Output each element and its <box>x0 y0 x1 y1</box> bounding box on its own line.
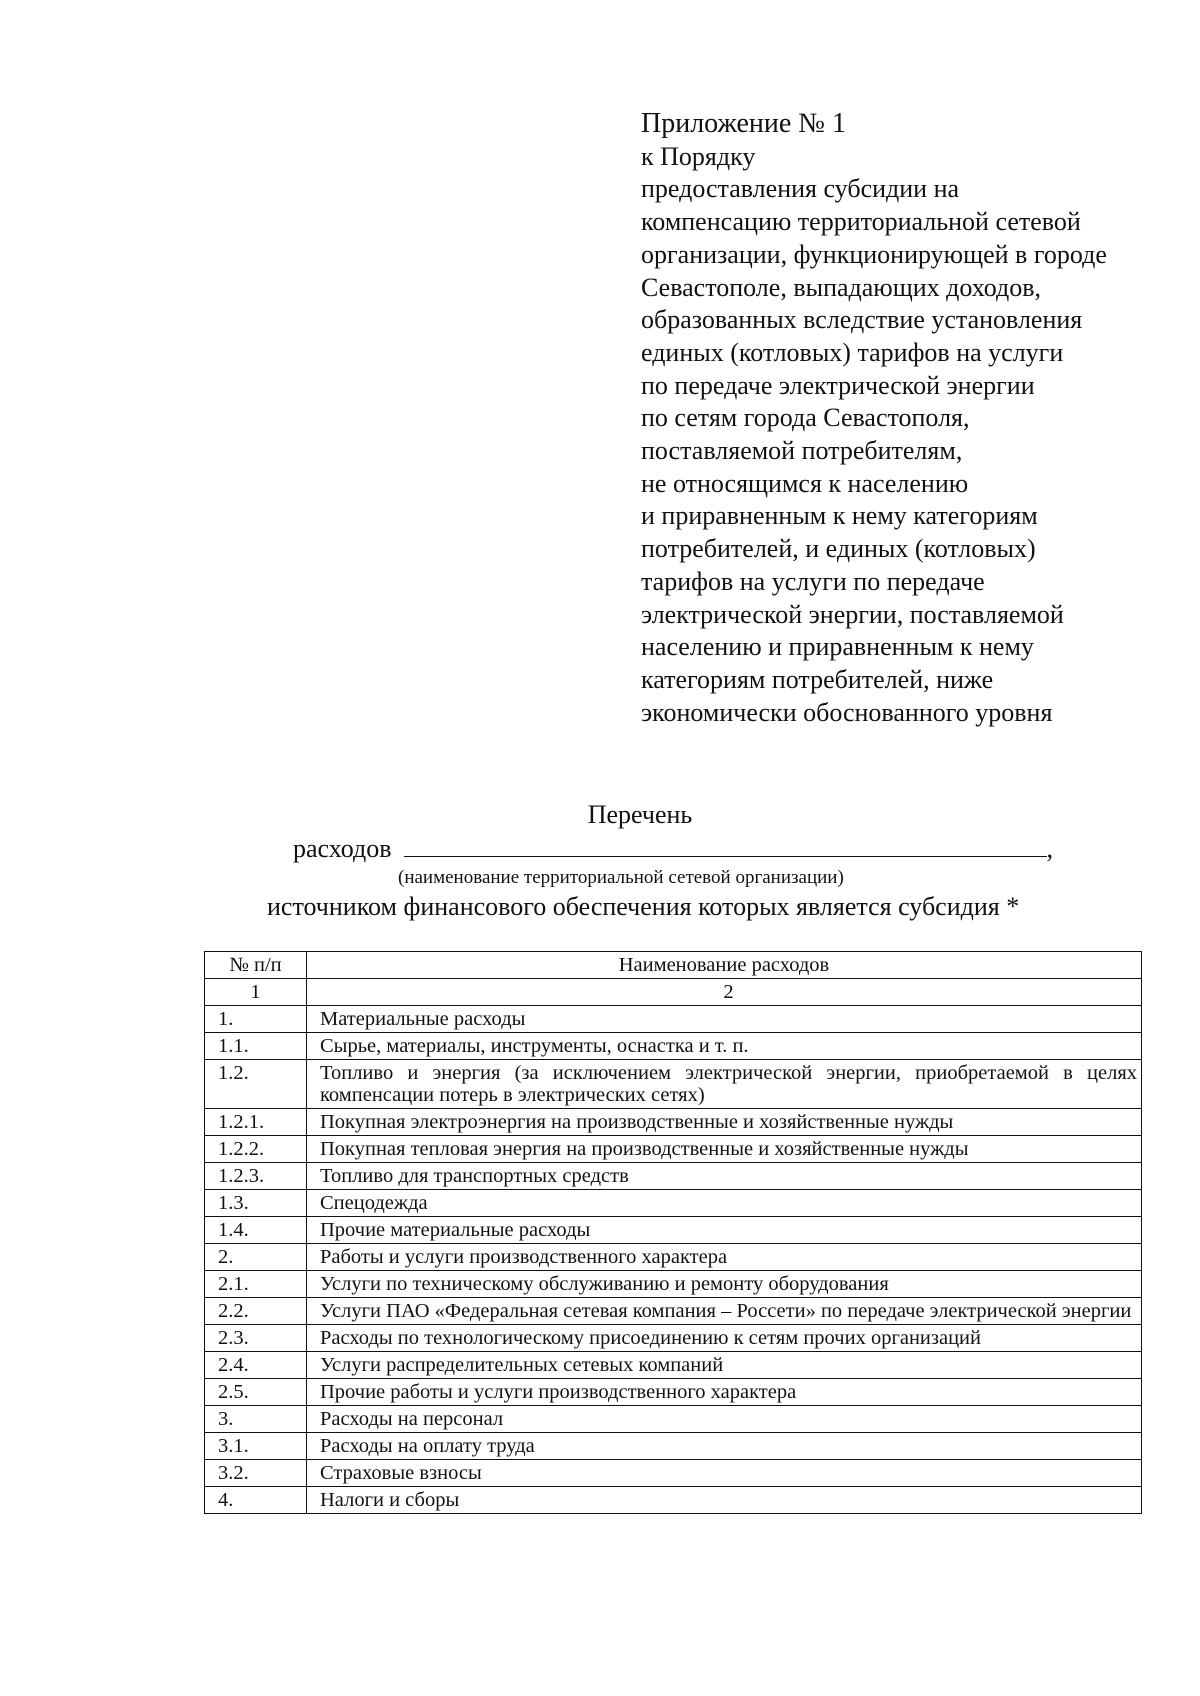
appendix-line: Приложение № 1 <box>641 108 846 139</box>
row-number: 1.3. <box>205 1190 307 1217</box>
appendix-line: тарифов на услуги по передаче <box>641 566 985 596</box>
row-name: Работы и услуги производственного характера <box>307 1244 1142 1271</box>
row-name: Спецодежда <box>307 1190 1142 1217</box>
row-name: Услуги распределительных сетевых компаний <box>307 1352 1142 1379</box>
column-index-1: 1 <box>205 979 307 1006</box>
row-name: Топливо для транспортных средств <box>307 1163 1142 1190</box>
row-number: 1.2.2. <box>205 1136 307 1163</box>
appendix-line: предоставления субсидии на <box>641 174 960 204</box>
table-row <box>205 1033 1142 1060</box>
row-name: Расходы на оплату труда <box>307 1433 1142 1460</box>
row-number: 1.1. <box>205 1033 307 1060</box>
header-name: Наименование расходов <box>307 952 1142 979</box>
row-number: 1.2. <box>205 1060 307 1109</box>
appendix-block <box>641 108 1181 729</box>
row-name: Покупная тепловая энергия на производственные и хозяйственные нужды <box>307 1136 1142 1163</box>
table-body <box>205 1006 1142 1514</box>
expenses-table <box>204 951 1142 1514</box>
appendix-line: Севастополе, выпадающих доходов, <box>641 272 1041 302</box>
row-name: Топливо и энергия (за исключением электрической энергии, приобретаемой в целях компенсации потерь в электрических сетях) <box>307 1060 1142 1109</box>
organization-caption: (наименование территориальной сетевой организации) <box>398 867 844 888</box>
row-name: Прочие материальные расходы <box>307 1217 1142 1244</box>
row-name: Страховые взносы <box>307 1460 1142 1487</box>
appendix-line: единых (котловых) тарифов на услуги <box>641 337 1064 367</box>
table-row <box>205 1060 1142 1109</box>
appendix-line: и приравненным к нему категориям <box>641 501 1038 531</box>
row-number: 2.5. <box>205 1379 307 1406</box>
row-number: 3.1. <box>205 1433 307 1460</box>
row-number: 2.4. <box>205 1352 307 1379</box>
table-row <box>205 1109 1142 1136</box>
row-name: Расходы на персонал <box>307 1406 1142 1433</box>
table-row <box>205 1163 1142 1190</box>
row-number: 2.2. <box>205 1298 307 1325</box>
appendix-line: населению и приравненным к нему <box>641 632 1034 662</box>
row-name: Покупная электроэнергия на производственные и хозяйственные нужды <box>307 1109 1142 1136</box>
appendix-line: по сетям города Севастополя, <box>641 403 970 433</box>
table-row <box>205 1460 1142 1487</box>
row-number: 1.4. <box>205 1217 307 1244</box>
appendix-line: потребителей, и единых (котловых) <box>641 534 1036 564</box>
table-row <box>205 1352 1142 1379</box>
table-row <box>205 1271 1142 1298</box>
row-name: Налоги и сборы <box>307 1487 1142 1514</box>
table-row <box>205 1406 1142 1433</box>
row-number: 2. <box>205 1244 307 1271</box>
table-row <box>205 1136 1142 1163</box>
table-row <box>205 1433 1142 1460</box>
column-index-2: 2 <box>307 979 1142 1006</box>
expenses-word: расходов <box>293 834 392 863</box>
appendix-line: категориям потребителей, ниже <box>641 664 994 694</box>
row-number: 1. <box>205 1006 307 1033</box>
appendix-line: к Порядку <box>641 141 756 171</box>
table-row <box>205 1217 1142 1244</box>
row-number: 2.1. <box>205 1271 307 1298</box>
row-name: Услуги по техническому обслуживанию и ремонту оборудования <box>307 1271 1142 1298</box>
appendix-line: экономически обоснованного уровня <box>641 697 1053 727</box>
row-name: Прочие работы и услуги производственного характера <box>307 1379 1142 1406</box>
table-row <box>205 1325 1142 1352</box>
table-row <box>205 1487 1142 1514</box>
appendix-line: поставляемой потребителям, <box>641 436 963 466</box>
row-name: Расходы по технологическому присоединению к сетям прочих организаций <box>307 1325 1142 1352</box>
table-header-row <box>205 952 1142 979</box>
row-name: Материальные расходы <box>307 1006 1142 1033</box>
row-number: 1.2.3. <box>205 1163 307 1190</box>
column-index-row <box>205 979 1142 1006</box>
table-row <box>205 1190 1142 1217</box>
row-number: 3.2. <box>205 1460 307 1487</box>
appendix-line: образованных вследствие установления <box>641 305 1083 335</box>
appendix-line: электрической энергии, поставляемой <box>641 599 1064 629</box>
row-name: Сырье, материалы, инструменты, оснастка и т. п. <box>307 1033 1142 1060</box>
expenses-line <box>293 834 1053 864</box>
row-number: 1.2.1. <box>205 1109 307 1136</box>
funding-source-line: источником финансового обеспечения которых является субсидия * <box>267 892 1020 921</box>
appendix-line: по передаче электрической энергии <box>641 370 1035 400</box>
table-row <box>205 1298 1142 1325</box>
row-number: 3. <box>205 1406 307 1433</box>
header-number: № п/п <box>205 952 307 979</box>
row-name: Услуги ПАО «Федеральная сетевая компания – Россети» по передаче электрической энергии <box>307 1298 1142 1325</box>
organization-blank-field <box>404 836 1047 857</box>
table-row <box>205 1244 1142 1271</box>
row-number: 4. <box>205 1487 307 1514</box>
table-row <box>205 1379 1142 1406</box>
expenses-end: , <box>1046 834 1054 863</box>
table-row <box>205 1006 1142 1033</box>
appendix-line: организации, функционирующей в городе <box>641 239 1107 269</box>
document-title: Перечень <box>587 800 693 829</box>
row-number: 2.3. <box>205 1325 307 1352</box>
appendix-line: компенсацию территориальной сетевой <box>641 207 1081 237</box>
appendix-line: не относящимся к населению <box>641 468 969 498</box>
